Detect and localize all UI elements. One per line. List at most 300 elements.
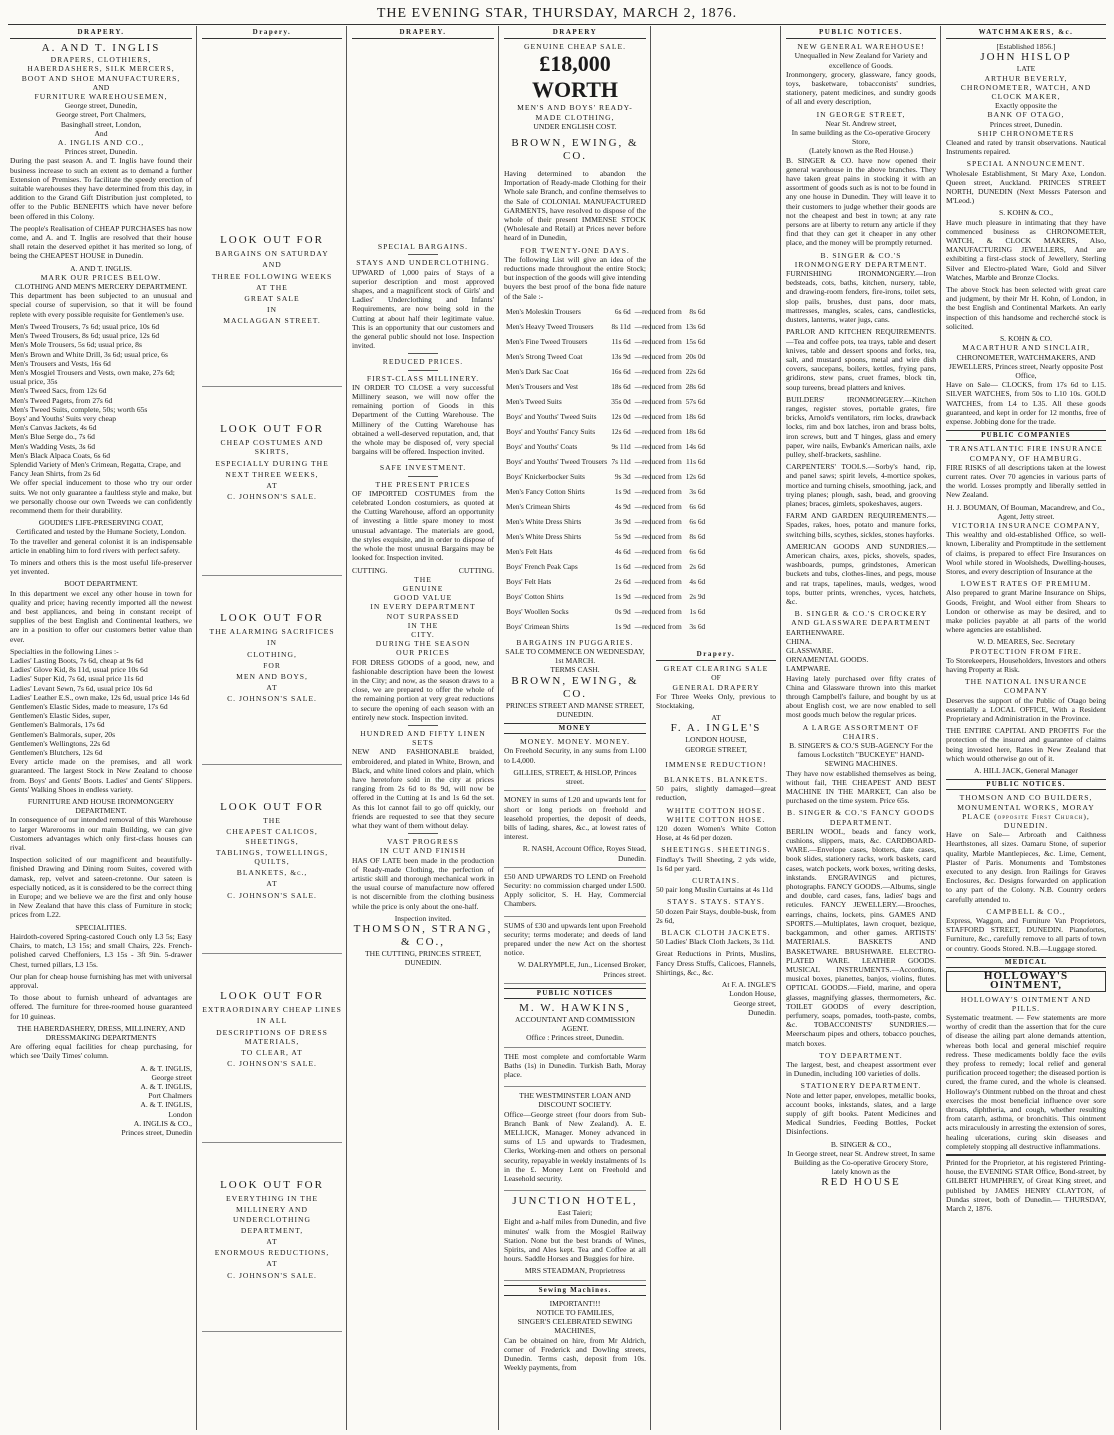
terms-note: TERMS CASH. bbox=[550, 665, 600, 675]
ad-line: THE ALARMING SACRIFICES bbox=[209, 627, 335, 637]
ad-address: Office : Princes street, Dunedin. bbox=[526, 1033, 624, 1043]
johnson-ad bbox=[202, 580, 342, 765]
item-name: Boys' Woollen Socks bbox=[506, 606, 569, 616]
ad-line: CHEAPEST CALICOS, SHEETINGS, bbox=[226, 827, 318, 846]
ad-line: AT bbox=[266, 1259, 278, 1269]
sale-price: 1s 9d bbox=[614, 591, 631, 601]
price-item: Men's Tweed Pagets, from 27s 6d bbox=[10, 395, 113, 405]
commence-note: SALE TO COMMENCE ON WEDNESDAY, 1st MARCH. bbox=[505, 647, 645, 666]
ad-title: NOTICE TO FAMILIES, bbox=[536, 1308, 614, 1318]
price-item: Ladies' Leather E.S., own make, 12s 6d, usual price 14s 6d bbox=[10, 692, 190, 702]
paragraph: Cleaned and rated by transit observations. Nautical Instruments repaired. bbox=[946, 138, 1106, 157]
item-name: Men's Heavy Tweed Trousers bbox=[506, 321, 594, 331]
ad-subtitle: East Taieri; bbox=[557, 1208, 593, 1218]
at-label: AT bbox=[711, 713, 721, 723]
sewing-band: Sewing Machines. bbox=[504, 1285, 646, 1296]
paragraph: To those about to furnish unheard of advantages are offered. The furniture for three-roomed house guaranteed for 10 guineas. bbox=[10, 993, 192, 1021]
item-name: Boys' and Youths' Tweed Suits bbox=[506, 411, 597, 421]
column-rule bbox=[196, 26, 197, 1430]
ad-street: (Lately known as the Red House.) bbox=[809, 146, 913, 156]
item-title: BLACK CLOTH JACKETS. bbox=[661, 928, 771, 938]
signature-line: At F. A. INGLE'S bbox=[721, 980, 776, 990]
column-rule bbox=[346, 26, 347, 1430]
sale-price: 3s 9d bbox=[614, 516, 631, 526]
reduced-label: —reduced from bbox=[634, 426, 682, 436]
reduced-label: —reduced from bbox=[634, 561, 682, 571]
address-line: George street, Port Chalmers, bbox=[56, 110, 146, 120]
table-row bbox=[504, 514, 707, 529]
ad-line: ESPECIALLY DURING THE bbox=[215, 458, 329, 468]
reduced-label: —reduced from bbox=[634, 606, 682, 616]
column-brown-ewing bbox=[504, 28, 706, 1428]
genuine-line: GENUINE bbox=[402, 583, 444, 593]
section-title: SPECIAL BARGAINS. bbox=[377, 242, 469, 252]
address-line: Basinghall street, London, bbox=[60, 119, 142, 129]
reduced-label: —reduced from bbox=[634, 591, 682, 601]
paragraph: Having lately purchased over fifty crates of China and Glassware thrown into this market through Campbell's failure, and bought by us at about English cost, we are now enabled to sell most goods much below the regular prices. bbox=[786, 673, 936, 720]
firm-name: A. AND T. INGLIS bbox=[41, 42, 161, 55]
ad-line: C. JOHNSON'S SALE. bbox=[227, 1270, 317, 1280]
ad-title: LOOK OUT FOR bbox=[220, 423, 324, 436]
table-row bbox=[504, 379, 707, 394]
money-ad bbox=[504, 872, 646, 917]
sale-title: GENERAL DRAPERY bbox=[672, 682, 760, 692]
signature-line: Princes street, Dunedin bbox=[121, 1127, 192, 1137]
reduced-label: —reduced from bbox=[634, 441, 682, 451]
paragraph: Are offering equal facilities for cheap purchasing, for which see 'Daily Times' column. bbox=[10, 1042, 192, 1061]
paragraph: In this department we excel any other house in town for quality and price; having recently imported all the newest and best appliances, and being in constant receipt of supplies of the best English and Continental leathers, we are in a position to offer our customers better value than ever. bbox=[10, 588, 192, 644]
paragraph: B. SINGER & CO. have now opened their general warehouse in the above branches. They have taken great pains in stocking it with an assortment of goods such as is not to be found in any one house in Dunedin. They will leave it to their customers to judge whether their goods are not the cheapest and best in town; at any rate persons are at liberty to return any article if they find that they can get it cheaper in any other place, and the money will be promptly returned. bbox=[786, 155, 936, 248]
price-item: Gentlemen's Blutchers, 12s 6d bbox=[10, 748, 103, 758]
item-name: Boys' Knickerbocker Suits bbox=[506, 471, 585, 481]
signature-line: A. INGLIS & CO., bbox=[133, 1118, 192, 1128]
original-price: 18s 6d bbox=[685, 411, 706, 421]
price-item: Men's Trousers and Vests, 16s 6d bbox=[10, 358, 111, 368]
hawkins-ad bbox=[504, 1002, 646, 1048]
paragraph: AMERICAN GOODS AND SUNDRIES.—American chairs, axes, picks, shovels, spades, washboards, pumps, grindstones, American buckets and tubs, clothes-lines, and pegs, mouse and rat traps, tapelines, mauls, wedges, wood tops, butter prints, wrenches, vyces, hatchets, &c. bbox=[786, 541, 936, 606]
section-title: SPECIALITIES. bbox=[75, 922, 127, 932]
reduced-label: —reduced from bbox=[634, 411, 682, 421]
item-name: Boys' Crimean Shirts bbox=[506, 621, 569, 631]
section-title: LOWEST RATES OF PREMIUM. bbox=[960, 579, 1092, 589]
original-price: 4s 6d bbox=[689, 576, 706, 586]
price-item: Boys' and Youths' Suits very cheap bbox=[10, 413, 117, 423]
ad-line: EXTRAORDINARY CHEAP LINES bbox=[202, 1005, 342, 1015]
section-title: VAST PROGRESS bbox=[386, 837, 460, 847]
paragraph: Have on Sale— Arbroath and Caithness Hearthstones, all sizes. Oamaru Stone, of superior quality, Marble Mantlepieces, &c. Lime, Cement, Plaster of Paris. Monuments and Tombstones executed to any design. Iron Railings for Graves Enclosures, &c. Designs forwarded on application to any part of the Colony. N.B. Country orders carefully attended to. bbox=[946, 830, 1106, 904]
paragraph: 50 pair long Muslin Curtains at 4s 11d bbox=[656, 885, 773, 895]
johnson-ad bbox=[202, 42, 342, 387]
section-title: THE HABERDASHERY, DRESS, MILLINERY, AND DRESSMAKING DEPARTMENTS bbox=[16, 1023, 186, 1042]
signature-line: A. & T. INGLIS, bbox=[140, 1100, 192, 1110]
hotel-ad bbox=[504, 1195, 646, 1280]
crockery-item: CHINA. bbox=[786, 636, 812, 646]
table-row bbox=[504, 544, 707, 559]
ad-line: DEPARTMENT, bbox=[240, 1225, 304, 1235]
ad-line: CHEAP COSTUMES AND SKIRTS, bbox=[220, 438, 324, 457]
original-price: 6s 6d bbox=[689, 501, 706, 511]
paragraph: They have now established themselves as being, without fail, THE CHEAPEST AND BEST MACHINE IN THE MARKET, Can also be purchased on the time system. Price 65s. bbox=[786, 768, 936, 806]
item-title: CURTAINS. bbox=[692, 876, 740, 886]
original-price: 57s 6d bbox=[685, 396, 706, 406]
price-item: Men's Tweed Trousers, 8s 6d; usual price, 12s 6d bbox=[10, 331, 160, 341]
firm-name: BROWN, EWING, & CO. bbox=[511, 137, 639, 163]
masthead: THE EVENING STAR, THURSDAY, MARCH 2, 1876. bbox=[376, 6, 738, 21]
section-title: PROTECTION FROM FIRE. bbox=[970, 646, 1082, 656]
ad-title: M. W. HAWKINS, bbox=[519, 1001, 631, 1014]
address-line: And bbox=[94, 128, 108, 138]
price-item: Men's Tweed Trousers, 7s 6d; usual price, 10s 6d bbox=[10, 321, 160, 331]
genuine-line: NOT SURPASSED bbox=[386, 611, 460, 621]
ad-firm: W. DALRYMPLE, Jun., Licensed Broker, Princes street. bbox=[517, 960, 646, 979]
original-price: 3s 6d bbox=[689, 486, 706, 496]
paragraph: Our plan for cheap house furnishing has met with universal approval. bbox=[10, 971, 192, 990]
trade-line: FURNITURE WAREHOUSEMEN, bbox=[34, 92, 168, 102]
column-rule bbox=[650, 26, 651, 1430]
ad-title: SINGER'S CELEBRATED SEWING MACHINES, bbox=[517, 1317, 633, 1336]
paragraph: Have on Sale— CLOCKS, from 17s 6d to L15. SILVER WATCHES, from 50s to L10 10s. GOLD WATCHES, from L4 to L35. All these goods guaranteed, and kept in order for 12 months, free of expense. Jobbing done for the trade. bbox=[946, 380, 1106, 426]
paragraph: UPWARD of 1,000 pairs of Stays of a superior description and most approved shapes, and a magnificent stock of Girls' and Ladies' Underclothing and Infants' Requirements, are now being sold in the Cutting at about half their legitimate value. This is an opportunity that our customers and the general public should not lose. Inspection invited. bbox=[352, 267, 494, 351]
paragraph: During the past season A. and T. Inglis have found their business increase to such an extent as to demand a further Extension of Premises. To facilitate the speedy erection of suitable warehouses they have determined from this day, in addition to the Grand Gift Distribution just completed, to offer to the Public BENEFITS which have never before been offered in this Colony. bbox=[10, 156, 192, 221]
johnson-ad bbox=[202, 769, 342, 954]
section-title: THE PRESENT PRICES bbox=[375, 479, 471, 489]
original-price: 6s 6d bbox=[689, 516, 706, 526]
holloway-banner: HOLLOWAY'S OINTMENT, bbox=[946, 971, 1106, 991]
ad-line: AT bbox=[266, 1237, 278, 1247]
paragraph: MONEY in sums of L20 and upwards lent for short or long periods on freehold and leasehold properties, the deposit of deeds, bills of lading, shares, &c., at lowest rates of interest. bbox=[504, 795, 646, 842]
section-title: SPECIAL ANNOUNCEMENT. bbox=[966, 159, 1086, 169]
established-note: [Established 1856.] bbox=[996, 42, 1056, 52]
sale-price: 9s 11d bbox=[611, 441, 631, 451]
ad-title: LOOK OUT FOR bbox=[220, 234, 324, 247]
masthead-rule bbox=[8, 24, 1106, 25]
money-ad bbox=[504, 921, 646, 984]
ad-line: AT bbox=[266, 481, 278, 491]
table-row bbox=[504, 319, 707, 334]
firm-name: ARTHUR BEVERLY, bbox=[984, 73, 1068, 83]
section-title: MACARTHUR AND SINCLAIR, bbox=[962, 343, 1090, 353]
paragraph: FURNISHING IRONMONGERY.—Iron bedsteads, cots, baths, kitchen, nursery, table, and drawing-room fenders, fire-irons, toilet sets, slop pails, brushes, dust pans, door mats, mattresses, mangles, scales, cans, candlesticks, dusters, lanterns, water jugs, cans. bbox=[786, 269, 936, 325]
signature-line: George street bbox=[151, 1072, 192, 1082]
reduced-label: —reduced from bbox=[634, 546, 682, 556]
reduction-title: IMMENSE REDUCTION! bbox=[665, 759, 767, 769]
paragraph: Hairdoth-covered Spring-castored Couch only L3 5s; Easy Chairs, to match, L3 15s; and small Chairs, 22s. French-polished carved Cheffoniers, L3 15s - 3ft 9in. 5-drawer Chest, turned pillars, L3 15s. bbox=[10, 931, 192, 969]
column-rule bbox=[780, 26, 781, 1430]
paragraph: Deserves the support of the Public of Otago being essentially a LOCAL OFFICE, With a Resident Proprietary and Administration in the Province. bbox=[946, 695, 1106, 724]
sale-price: 4s 9d bbox=[614, 501, 631, 511]
medical-band: MEDICAL bbox=[946, 957, 1106, 968]
ad-title: JUNCTION HOTEL, bbox=[512, 1195, 638, 1208]
price-item: Men's Mole Trousers, 5s 6d; usual price, 8s bbox=[10, 340, 142, 350]
ad-line: TO CLEAR, AT bbox=[241, 1048, 303, 1058]
section-title: STAYS AND UNDERCLOTHING. bbox=[356, 258, 490, 268]
genuine-line: DURING THE SEASON bbox=[375, 639, 471, 649]
price-item: Gentlemen's Elastic Sides, made to measure, 17s 6d bbox=[10, 702, 168, 712]
genuine-line: IN EVERY DEPARTMENT bbox=[370, 602, 476, 612]
ad-line: ENORMOUS REDUCTIONS, bbox=[214, 1248, 330, 1258]
paragraph: Ironmongery, grocery, glassware, fancy goods, toys, basketware, tobacconists' sundries, stationery, patent medicines, and sundry goods of all and every description, bbox=[786, 69, 936, 107]
table-row bbox=[504, 589, 707, 604]
sale-subtitle: UNDER ENGLISH COST. bbox=[533, 121, 617, 131]
reduced-label: —reduced from bbox=[634, 336, 682, 346]
puggaries-note: BARGAINS IN PUGGARIES. bbox=[516, 637, 634, 647]
original-price: 11s 6d bbox=[685, 456, 706, 466]
money-ad bbox=[504, 737, 646, 791]
reduced-label: —reduced from bbox=[634, 366, 682, 376]
table-row bbox=[504, 304, 707, 319]
late-label: LATE bbox=[1016, 64, 1036, 74]
price-item: Gentlemen's Wellingtons, 22s 6d bbox=[10, 738, 110, 748]
genuine-line: THE bbox=[414, 574, 432, 584]
firm-city: DUNEDIN. bbox=[404, 958, 442, 968]
paragraph: In consequence of our intended removal of this Warehouse to larger Warerooms in our main Building, we can give Customers advantages which only first-class houses can rival. bbox=[10, 815, 192, 853]
table-row bbox=[504, 499, 707, 514]
section-title: FIRST-CLASS MILLINERY. bbox=[366, 373, 480, 383]
ad-line: IN bbox=[266, 305, 277, 315]
price-item: Gentlemen's Balmorals, super, 20s bbox=[10, 729, 116, 739]
section-title: BOOT DEPARTMENT. bbox=[64, 579, 138, 589]
paragraph: 50 dozen Pair Stays, double-busk, from 2s 6d, bbox=[656, 906, 777, 925]
ad-street: In same building as the Co-operative Grocery Store, bbox=[791, 128, 931, 147]
item-name: Boys' and Youths' Fancy Suits bbox=[506, 426, 596, 436]
item-name: Men's Crimean Shirts bbox=[506, 501, 571, 511]
ad-line: BARGAINS ON SATURDAY bbox=[215, 249, 329, 259]
section-title: TRANSATLANTIC FIRE INSURANCE COMPANY, OF HAMBURG. bbox=[949, 444, 1103, 463]
section-title: MARK OUR PRICES BELOW. bbox=[40, 272, 162, 282]
money-band: MONEY bbox=[504, 723, 646, 734]
sale-title: OF bbox=[711, 673, 721, 683]
signature: A. AND T. INGLIS. bbox=[70, 263, 132, 273]
address-line: Princes street, Dunedin. bbox=[64, 147, 138, 157]
ad-subtitle: ACCOUNTANT AND COMMISSION AGENT. bbox=[515, 1014, 635, 1034]
section-title: SAFE INVESTMENT. bbox=[379, 463, 467, 473]
ad-line: DESCRIPTIONS OF DRESS MATERIALS, bbox=[216, 1027, 328, 1046]
original-price: 3s 6d bbox=[689, 621, 706, 631]
paragraph: BERLIN WOOL, beads and fancy work, cushions, slippers, mats, &c. CARDBOARD-WARE.—Envelope cases, blotters, date cases, book slides, stationery racks, work baskets, card cases, watch pockets, work boxes, writing desks, inkstands. ENGRAVINGS and pictures, photographs. FANCY GOODS.—Albums, single and double, card cases, fans, ladies' bags and reticules. FANCY JEWELLERY.—Brooches, earrings, chains, lockets, pins. GAMES AND SPORTS.—Multiplates, lawn croquet, bezique, backgammon, and other games. ARTISTS' MATERIALS. BASKETS AND BASKETWARE. BRUSHWARE. ELECTRO-PLATED WARE. LEATHER GOODS. MUSICAL INSTRUMENTS.—Accordions, musical boxes, pianettes, banjos, violins, flutes. OPTICAL GOODS.—Field, marine, and opera glasses, magnifying glasses, thermometers, &c. TOILET GOODS of every description, perfumery, soaps, pomades, tooth-paste, combs, &c. TOBACCONISTS' SUNDRIES.—Meerschaum pipes and others, tobacco pouches, match boxes. bbox=[786, 826, 936, 1048]
crockery-item: GLASSWARE. bbox=[786, 646, 834, 655]
signature-address: In George street, near St. Andrew street, In same Building as the Co-operative Grocery Store, lately known as the bbox=[787, 1148, 935, 1177]
ad-title: THE WESTMINSTER LOAN AND DISCOUNT SOCIETY. bbox=[519, 1091, 631, 1110]
price-item: Men's Brown and White Drill, 3s 6d; usual price, 6s bbox=[10, 349, 168, 359]
item-title: WHITE COTTON HOSE. WHITE COTTON HOSE. bbox=[666, 805, 766, 824]
sale-price: 1s 6d bbox=[614, 561, 631, 571]
ad-line: CLOTHING, bbox=[247, 649, 297, 659]
ad-firm: MRS STEADMAN, Proprietress bbox=[524, 1266, 626, 1276]
reduced-label: —reduced from bbox=[634, 306, 682, 316]
trade-line: BOOT AND SHOE MANUFACTURERS, bbox=[21, 73, 181, 83]
section-title: THE NATIONAL INSURANCE COMPANY bbox=[964, 677, 1088, 696]
table-row bbox=[504, 334, 707, 349]
loan-ad bbox=[504, 1091, 646, 1191]
reduced-label: —reduced from bbox=[634, 576, 682, 586]
item-name: Men's Trousers and Vest bbox=[506, 381, 579, 391]
paragraph: HAS OF LATE been made in the production of Ready-made Clothing, the perfection of artistic skill and thorough mechanical work in the usual course of manufacture now offered is not discernible from the clothing business while the price is only about the one-half. bbox=[352, 855, 494, 911]
table-row bbox=[504, 484, 707, 499]
johnson-ad bbox=[202, 391, 342, 576]
sale-price: 5s 9d bbox=[614, 531, 631, 541]
paragraph: OF IMPORTED COSTUMES from the celebrated London costumiers, as quoted at the Cutting Warehouse, afford an opportunity of investing a little spare money to most unusual advantage. The materials are good, the styles exquisite, and in order to dispose of the whole the most unusual Bargains may be looked for. Inspection invited. bbox=[352, 488, 494, 563]
crockery-item: LAMPWARE. bbox=[786, 664, 831, 674]
sale-title: GENUINE CHEAP SALE. bbox=[523, 42, 627, 52]
cutting-label: CUTTING. bbox=[352, 565, 388, 575]
firm-street: GEORGE STREET, bbox=[685, 744, 747, 754]
price-item: Ladies' Lasting Boots, 7s 6d, cheap at 9s 6d bbox=[10, 656, 143, 665]
firm-address: THE CUTTING, PRINCES STREET, bbox=[364, 949, 482, 959]
column-thomson-strang bbox=[352, 28, 494, 1428]
baths-ad bbox=[504, 1052, 646, 1088]
original-price: 28s 6d bbox=[685, 381, 706, 391]
paragraph: FOR DRESS GOODS of a good, new, and fashionable description have been the lowest in the City; and now, as the season draws to a close, we are prepared to offer the whole of the remaining portion at very great reductions to secure the opening of each season with an entirely new stock. Inspection invited. bbox=[352, 657, 494, 722]
item-title: SHEETINGS. SHEETINGS. bbox=[661, 845, 771, 855]
section-title: STATIONERY DEPARTMENT. bbox=[800, 1081, 922, 1091]
column-watchmakers bbox=[946, 28, 1106, 1428]
item-title: BLANKETS. BLANKETS. bbox=[663, 775, 768, 785]
price-item: Men's Tweed Sacs, from 12s 6d bbox=[10, 386, 107, 396]
signature: W. D. MEARES, Sec. Secretary bbox=[977, 637, 1075, 647]
crockery-item: ORNAMENTAL GOODS. bbox=[786, 655, 869, 665]
ad-title: LOOK OUT FOR bbox=[220, 1179, 324, 1192]
original-price: 22s 6d bbox=[685, 366, 706, 376]
original-price: 18s 6d bbox=[685, 426, 706, 436]
genuine-line: IN THE bbox=[407, 620, 439, 630]
paragraph: Every article made on the premises, and all work guaranteed. The largest Stock in New Zealand to choose from. Boys' and Gents' Boots. Ladies' and Gents' Slippers. Gents' Walking Shoes in endless variety. bbox=[10, 757, 192, 794]
ad-line: THE bbox=[263, 816, 281, 826]
paragraph: IN ORDER TO CLOSE a very successful Millinery season, we will now offer the remaining portion of Goods in this Department of the Cutting Warehouse. The Millinery of the Cutting Warehouse has obtained a well-deserved reputation, and, that the whole may be disposed of, very special bargains will be offered. Inspection invited. bbox=[352, 382, 494, 457]
johnson-ad bbox=[202, 1147, 342, 1332]
table-row bbox=[504, 409, 707, 424]
sale-price: 1s 9d bbox=[614, 621, 631, 631]
table-row bbox=[504, 619, 707, 634]
sale-price: 6s 6d bbox=[614, 306, 631, 316]
firm-address: Exactly opposite the bbox=[995, 101, 1057, 111]
paragraph: Inspection solicited of our magnificent and beautifully-finished Drawing and Dining room Suites, covered with damask, rep, velvet and sateen-cretonne. Our sateen is especially noticed, as it is considered to be the correct thing in Europe; and we believe we are the first and only house in New Zealand that have this class of Furniture in stock; prices from L22. bbox=[10, 855, 192, 920]
ad-line: IN bbox=[266, 638, 277, 648]
paragraph: Wholesale Establishment, St Mary Axe, London. Queen street, Auckland. PRINCES STREET NORTH, DUNEDIN (Next Messrs Paterson and M'Leod.) bbox=[946, 168, 1106, 206]
paragraph: Systematic treatment. — Few statements are more worthy of credit than the assertion that for the cure of disease the ailing part alone demands attention, whereas both local and general mischief require redress. These medicaments boldly face the evils they profess to remedy; local relief and general purification proceed together; the diseased portion is cured, the frame cured, and the whole is cleansed. Holloway's Ointment rubbed on the throat and chest exercises the most beneficial influence over sore throats, diphtheria, and cough, whether resulting from catarrh, asthma, or bronchitis. This ointment acts miraculously in arresting the extension of sores, healing ulcerations, curing skin diseases and completely stopping all destructive inflammations. bbox=[946, 1012, 1106, 1151]
table-row bbox=[504, 424, 707, 439]
column-header: WATCHMAKERS, &c. bbox=[946, 28, 1106, 39]
ad-title: LOOK OUT FOR bbox=[220, 801, 324, 814]
section-title: GOUDIE'S LIFE-PRESERVING COAT, bbox=[38, 518, 164, 528]
table-row bbox=[504, 454, 707, 469]
ad-line: GREAT SALE bbox=[244, 294, 300, 304]
paragraph: Also prepared to grant Marine Insurance on Ships, Goods, Freight, and Wool either from Shears to London or otherwise as may be desired, and to make policies payable at all parts of the world where agencies are established. bbox=[946, 588, 1106, 635]
reduced-label: —reduced from bbox=[634, 456, 682, 466]
price-item: Gentlemen's Elastic Sides, super, bbox=[10, 711, 111, 721]
cutting-label: CUTTING. bbox=[458, 565, 494, 575]
paragraph: FIRE RISKS of all descriptions taken at the lowest current rates. Over 70 agencies in various parts of the world. Losses promptly and liberally settled in New Zealand. bbox=[946, 462, 1106, 500]
ad-title: LOOK OUT FOR bbox=[220, 990, 324, 1003]
genuine-line: CITY. bbox=[411, 629, 435, 639]
column-ingle bbox=[656, 650, 776, 1430]
trade-line: DRAPERS, CLOTHIERS, bbox=[50, 55, 152, 65]
paragraph: On Freehold Security, in any sums from L100 to L4,000. bbox=[504, 746, 646, 765]
ad-line: C. JOHNSON'S SALE. bbox=[227, 492, 317, 502]
ad-line: MEN AND BOYS, bbox=[236, 672, 308, 682]
section-title: IN CUT AND FINISH bbox=[379, 846, 467, 856]
paragraph: Note and letter paper, envelopes, metallic books, account books, inkstands, slates, and a large supply of gift books. Patent Medicines and Medical Sundries, Feeding Bottles, Pocket Disinfections. bbox=[786, 1090, 936, 1137]
item-name: Boys' and Youths' Coats bbox=[506, 441, 578, 451]
ad-line: TABLINGS, TOWELLINGS, QUILTS, bbox=[215, 847, 329, 867]
price-item: Ladies' Glove Kid, 8s 11d, usual price 10s 6d bbox=[10, 665, 148, 675]
signature-line: A. & T. INGLIS, bbox=[140, 1081, 192, 1091]
section-title: SHIP CHRONOMETERS bbox=[977, 128, 1075, 138]
paragraph: Office—George street (four doors from Sub-Branch Bank of New Zealand). A. E. MELLICK, Manager. Money advanced in sums of L5 and upwards to Tradesmen, Clerks, Working-men and others on personal security, repayable in weekly instalments of 1s in the £. Money Lent on Freehold and Leasehold security. bbox=[504, 1109, 646, 1183]
price-item: Men's Tweed Suits, complete, 50s; worth 65s bbox=[10, 404, 148, 414]
column-header: Drapery. bbox=[202, 28, 342, 39]
public-notices-band: PUBLIC NOTICES. bbox=[946, 779, 1106, 790]
section-title: TOY DEPARTMENT. bbox=[819, 1050, 903, 1060]
original-price: 6s 6d bbox=[689, 546, 706, 556]
price-item: Ladies' Levant Sewn, 7s 6d, usual price 10s 6d bbox=[10, 683, 153, 693]
firm-name: THOMSON, STRANG, & CO., bbox=[353, 923, 493, 949]
paragraph: SUMS of £30 and upwards lent upon Freehold security; terms moderate; and deeds of land prepared under the new Act on the shortest notice. bbox=[504, 920, 646, 958]
address-line: A. INGLIS AND CO., bbox=[57, 138, 145, 148]
ad-line: AT bbox=[266, 683, 278, 693]
original-price: 12s 6d bbox=[685, 471, 706, 481]
firm-name: F. A. INGLE'S bbox=[670, 722, 762, 735]
firm-address: Princes street, Dunedin. bbox=[989, 119, 1063, 129]
original-price: 14s 6d bbox=[685, 441, 706, 451]
genuine-line: OUR PRICES bbox=[396, 648, 450, 658]
sale-price: 0s 9d bbox=[614, 606, 631, 616]
paragraph: To Storekeepers, Householders, Investors and others having Property at Risk. bbox=[946, 655, 1106, 674]
public-companies-band: PUBLIC COMPANIES bbox=[946, 430, 1106, 441]
item-name: Boys' Cotton Shirts bbox=[506, 591, 564, 601]
trade-line: AND bbox=[92, 82, 110, 92]
paragraph: To miners and others this is the most useful life-preserver yet invented. bbox=[10, 557, 192, 577]
table-row bbox=[504, 439, 707, 454]
price-item: Specialties in the following Lines :- bbox=[10, 646, 119, 656]
section-title: CLOTHING AND MEN'S MERCERY DEPARTMENT. bbox=[14, 282, 188, 292]
paragraph: The above Stock has been selected with great care and judgment, by their Mr H. Kohn, of London, in the best English and Continental Markets. An early inspection of this handsome and recherché stock is solicited. bbox=[946, 285, 1106, 331]
inspection-note: Inspection invited. bbox=[394, 913, 452, 923]
paragraph: CARPENTERS' TOOLS.—Sorby's hand, rip, and panel saws; spirit levels, 4-mortice spokes, mortice and turning chisels, smoothing, jack, and trying planes; plough, sash, bead, and grooving planes; braces, gimlets, spokeshaves, augers. bbox=[786, 462, 936, 508]
paragraph: 50 pairs, slightly damaged—great reduction, bbox=[656, 784, 776, 803]
reduced-label: —reduced from bbox=[634, 471, 682, 481]
ad-firm: GILLIES, STREET, & HISLOP, Princes street. bbox=[513, 767, 637, 787]
signature: H. J. BOUMAN, Of Bouman, Macandrew, and Co., Agent, Jetty street. bbox=[947, 502, 1105, 521]
sale-subtitle: MEN'S AND BOYS' READY-MADE CLOTHING, bbox=[517, 103, 633, 122]
column-header: Drapery. bbox=[656, 650, 776, 661]
original-price: 20s 0d bbox=[685, 351, 706, 361]
item-name: Boys' French Peak Caps bbox=[506, 561, 578, 571]
paragraph: Have much pleasure in intimating that they have commenced business as CHRONOMETER, WATCH, & CLOCK MAKERS, Also, MANUFACTURING JEWELLERS, And are exhibiting a first-class stock of Jewellery, Sterling Silver and Electro-plated Ware, Gold and Silver Watches, Marble and Bronze Clocks. bbox=[946, 217, 1106, 282]
firm-name: BROWN, EWING, & CO. bbox=[511, 674, 639, 700]
item-name: Men's Dark Sac Coat bbox=[506, 366, 569, 376]
paragraph: PARLOR AND KITCHEN REQUIREMENTS.—Tea and coffee pots, tea trays, table and desert knives, table and dessert spoons and forks, tea, salt, and mustard spoons, metal and wire dish covers, saucepans, boilers, kettles, frying pans, gridirons, stew pans, cruet frames, block tin, soup tureens, bread platters and knives. bbox=[786, 327, 936, 392]
table-row bbox=[504, 349, 707, 364]
public-notices-band: PUBLIC NOTICES bbox=[504, 988, 646, 999]
signature-line: London bbox=[168, 1109, 192, 1119]
paragraph: £50 AND UPWARDS TO LEND on Freehold Security: no commission charged under L500. Apply solicitor, S. H. Hay, Commercial Chambers. bbox=[504, 871, 646, 909]
address-line: George street, Dunedin, bbox=[64, 101, 138, 111]
ad-street: IN GEORGE STREET, bbox=[816, 109, 906, 119]
item-name: Men's Felt Hats bbox=[506, 546, 553, 556]
sale-price: 35s 0d bbox=[611, 396, 631, 406]
paragraph: This wealthy and old-established Office, so well-known, Liberality and Promptitude in the settlement of claims, is prepared to effect Fire Insurances on Wool while stored in Woolsheds, Dwelling-houses, Stores, and every description of Insurance at the bbox=[946, 530, 1106, 576]
reduced-label: —reduced from bbox=[634, 351, 682, 361]
original-price: 1s 6d bbox=[689, 606, 706, 616]
original-price: 2s 6d bbox=[689, 561, 706, 571]
item-title: STAYS. STAYS. STAYS. bbox=[667, 897, 765, 907]
column-rule bbox=[498, 26, 499, 1430]
table-row bbox=[504, 364, 707, 379]
paragraph: NEW AND FASHIONABLE braided, embroidered, and plated in White, Brown, and Black, and white lined colors and plain, which have heretofore sold in the city at prices ranging from 2s 6d to 8s 9d, will now be offered in the Cutting at 1s and 1s 6d the set. As this lot cannot fail to go off quickly, our friends are requested to see that they secure what they want of them without delay. bbox=[352, 747, 494, 830]
ad-title: IMPORTANT!!! bbox=[549, 1298, 601, 1308]
sale-price: 9s 3d bbox=[614, 471, 631, 481]
sale-price: 18s 6d bbox=[611, 381, 631, 391]
